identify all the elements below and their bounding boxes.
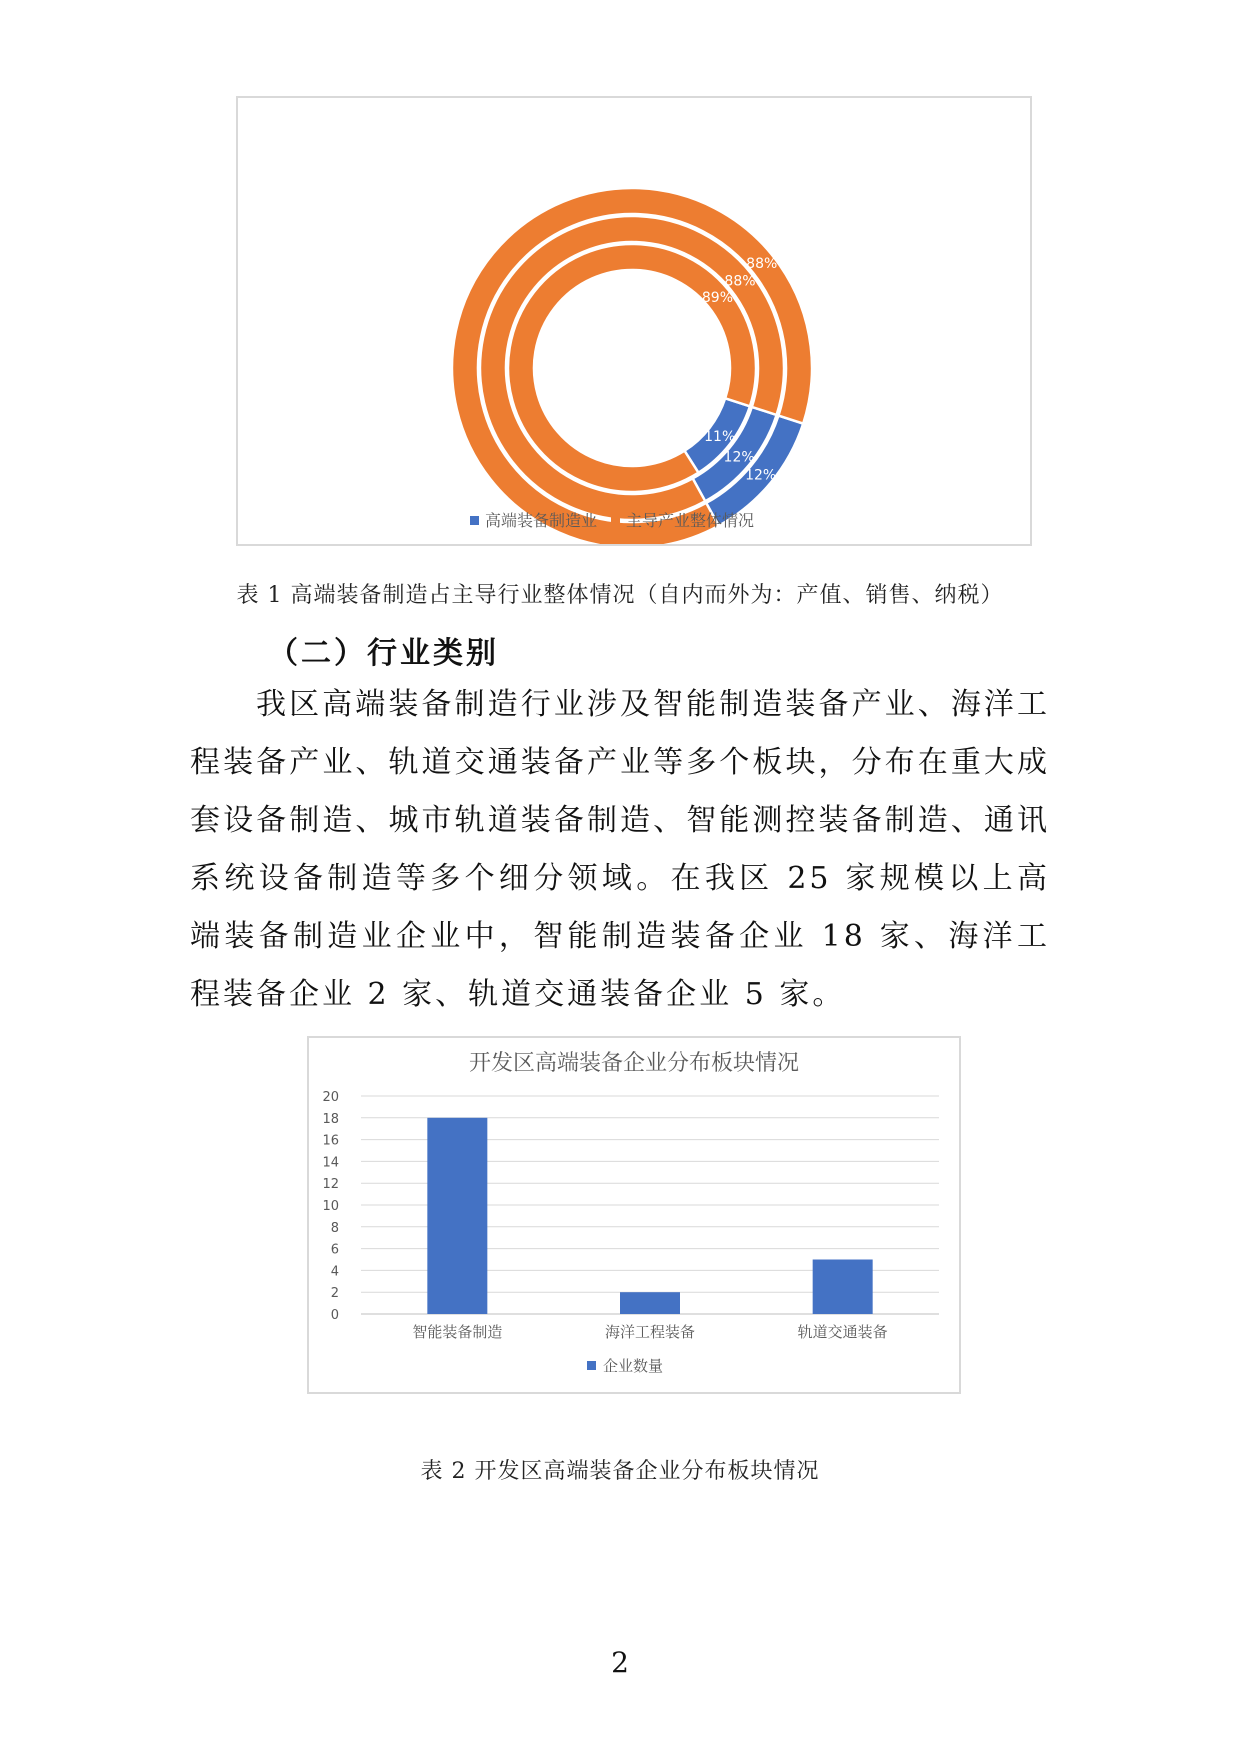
donut-data-label: 12% — [745, 467, 777, 484]
y-tick-label: 0 — [330, 1308, 339, 1323]
donut-chart-svg — [238, 98, 1030, 544]
donut-data-label: 12% — [723, 449, 755, 466]
legend-swatch — [470, 516, 479, 525]
bar-chart — [307, 1036, 961, 1394]
y-tick-label: 20 — [322, 1090, 339, 1105]
legend-label: 企业数量 — [603, 1357, 664, 1375]
y-tick-label: 18 — [322, 1111, 339, 1127]
donut-data-label: 11% — [704, 429, 736, 446]
y-tick-label: 10 — [322, 1199, 339, 1214]
legend-label: 主导产业整体情况 — [626, 511, 755, 530]
x-tick-label: 智能装备制造 — [412, 1323, 503, 1341]
bar — [620, 1292, 680, 1314]
legend-label: 高端装备制造业 — [485, 511, 598, 530]
y-tick-label: 12 — [322, 1177, 339, 1193]
y-tick-label: 2 — [330, 1286, 339, 1302]
x-tick-label: 轨道交通装备 — [797, 1323, 888, 1341]
bar-chart-svg — [309, 1038, 959, 1392]
page-number: 2 — [611, 1646, 629, 1679]
donut-data-label: 88% — [724, 273, 756, 290]
section-heading: （二）行业类别 — [268, 636, 499, 671]
donut-data-label: 89% — [701, 290, 734, 307]
bar — [813, 1260, 873, 1315]
figure1-caption: 表 1 高端装备制造占主导行业整体情况（自内而外为：产值、销售、纳税） — [236, 583, 1004, 608]
y-tick-label: 8 — [330, 1220, 339, 1236]
bar-chart-title: 开发区高端装备企业分布板块情况 — [468, 1051, 800, 1076]
y-tick-label: 4 — [330, 1264, 339, 1280]
donut-chart — [236, 96, 1032, 546]
y-tick-label: 6 — [330, 1242, 339, 1258]
legend-swatch — [587, 1361, 596, 1370]
y-tick-label: 14 — [322, 1155, 339, 1171]
body-paragraph: 我区高端装备制造行业涉及智能制造装备产业、海洋工程装备产业、轨道交通装备产业等多个板块，分布在重大成套设备制造、城市轨道装备制造、智能测控装备制造、通讯系统设备制造等多个细分领域。在我区 25 家规模以上高端装备制造业企业中，智能制造装备企业 18 家、海洋工程装备企业 2 家、轨道交通装备企业 5 家。 — [190, 687, 1050, 1012]
legend-swatch — [611, 516, 620, 525]
x-tick-label: 海洋工程装备 — [604, 1323, 696, 1341]
donut-data-label: 88% — [746, 255, 778, 272]
bar — [427, 1118, 487, 1314]
y-tick-label: 16 — [322, 1133, 339, 1149]
figure2-caption: 表 2 开发区高端装备企业分布板块情况 — [420, 1459, 820, 1484]
